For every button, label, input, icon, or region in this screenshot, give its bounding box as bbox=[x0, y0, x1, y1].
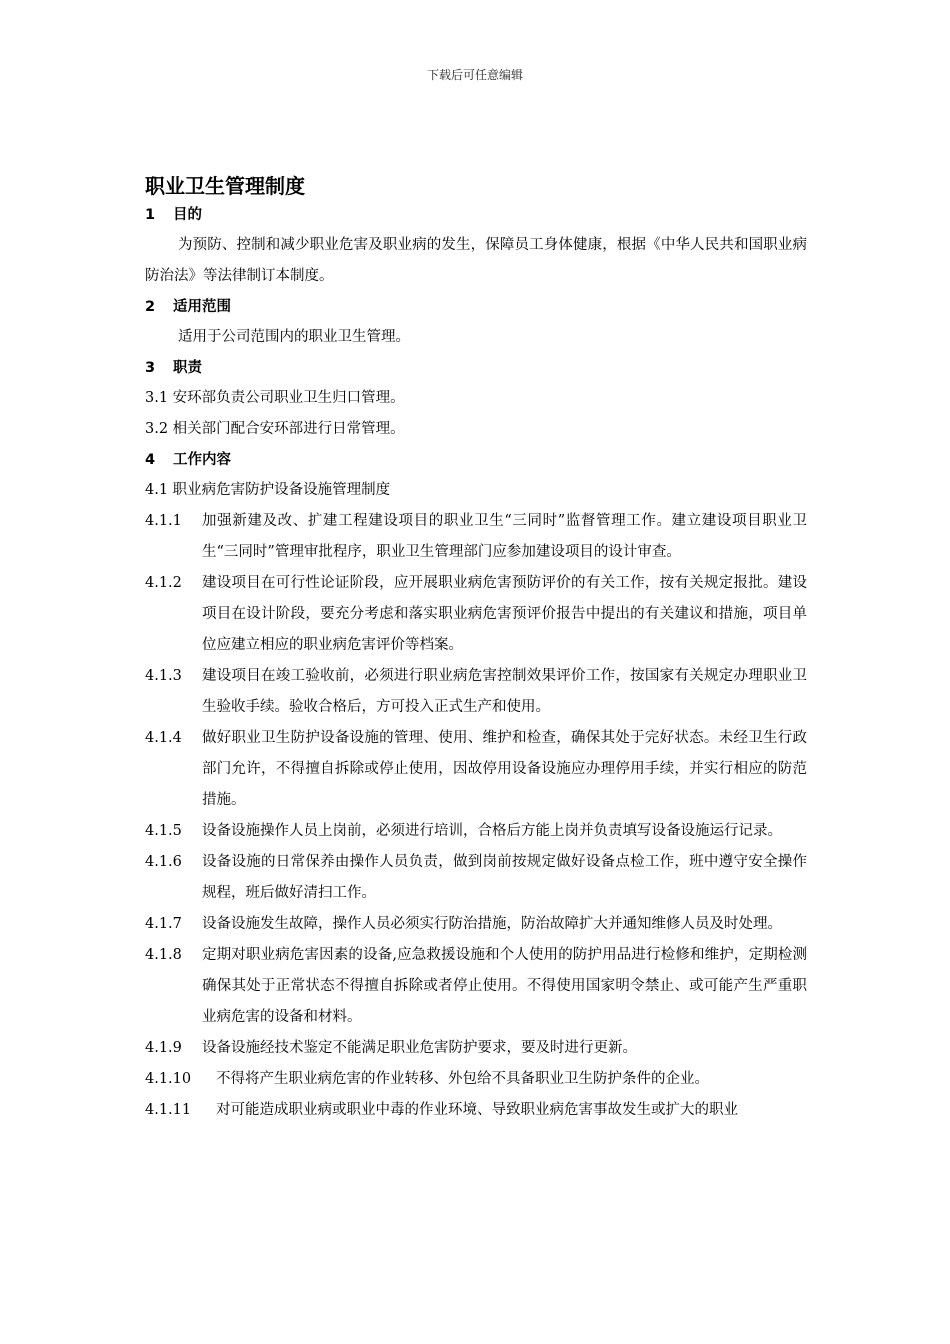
item-number: 4.1.8 bbox=[145, 947, 182, 963]
section-title: 适用范围 bbox=[173, 299, 231, 315]
item-text: 做好职业卫生防护设备设施的管理、使用、维护和检查，确保其处于完好状态。未经卫生行政部门允许，不得擅自拆除或停止使用，因故停用设备设施应办理停用手续，并实行相应的防范措施。 bbox=[202, 730, 807, 808]
list-item bbox=[145, 1095, 807, 1126]
list-item bbox=[145, 568, 807, 661]
item-number: 4.1.2 bbox=[145, 575, 182, 591]
section-title: 工作内容 bbox=[173, 452, 231, 468]
section-number: 4 bbox=[145, 452, 156, 468]
item-number: 4.1.6 bbox=[145, 854, 182, 870]
item-text: 设备设施的日常保养由操作人员负责，做到岗前按规定做好设备点检工作，班中遵守安全操作规程，班后做好清扫工作。 bbox=[202, 854, 807, 901]
clause-line: 3.1 安环部负责公司职业卫生归口管理。 bbox=[145, 390, 405, 406]
item-number: 4.1.1 bbox=[145, 513, 182, 529]
document-title: 职业卫生管理制度 bbox=[145, 174, 305, 198]
section-number: 2 bbox=[145, 299, 156, 315]
list-item bbox=[145, 940, 807, 1033]
section-heading-1 bbox=[145, 200, 807, 230]
list-item bbox=[145, 506, 807, 568]
section-heading-2 bbox=[145, 292, 807, 322]
section-paragraph: 适用于公司范围内的职业卫生管理。 bbox=[178, 329, 410, 345]
subsection-title: 4.1 职业病危害防护设备设施管理制度 bbox=[145, 482, 391, 498]
section-number: 3 bbox=[145, 360, 156, 376]
list-item bbox=[145, 723, 807, 816]
list-item bbox=[145, 1033, 807, 1064]
section-heading-3 bbox=[145, 353, 807, 383]
section-number: 1 bbox=[145, 207, 156, 223]
section-title: 职责 bbox=[173, 360, 202, 376]
item-number: 4.1.3 bbox=[145, 668, 182, 684]
item-number: 4.1.5 bbox=[145, 823, 182, 839]
item-number: 4.1.7 bbox=[145, 916, 182, 932]
item-text: 对可能造成职业病或职业中毒的作业环境、导致职业病危害事故发生或扩大的职业 bbox=[216, 1102, 738, 1118]
clause-line: 3.2 相关部门配合安环部进行日常管理。 bbox=[145, 421, 405, 437]
list-item bbox=[145, 661, 807, 723]
item-number: 4.1.4 bbox=[145, 730, 182, 746]
document-body bbox=[145, 172, 807, 1126]
page-header: 下载后可任意编辑 bbox=[426, 68, 523, 82]
item-text: 加强新建及改、扩建工程建设项目的职业卫生“三同时”监督管理工作。建立建设项目职业卫生“三同时”管理审批程序，职业卫生管理部门应参加建设项目的设计审查。 bbox=[202, 513, 807, 560]
item-text: 建设项目在竣工验收前，必须进行职业病危害控制效果评价工作，按国家有关规定办理职业卫生验收手续。验收合格后，方可投入正式生产和使用。 bbox=[202, 668, 807, 715]
item-text: 设备设施经技术鉴定不能满足职业危害防护要求，要及时进行更新。 bbox=[202, 1040, 637, 1056]
item-text: 设备设施发生故障，操作人员必须实行防治措施，防治故障扩大并通知维修人员及时处理。 bbox=[202, 916, 782, 932]
list-item bbox=[145, 909, 807, 940]
list-item bbox=[145, 816, 807, 847]
section-heading-4 bbox=[145, 445, 807, 475]
list-item bbox=[145, 847, 807, 909]
item-number: 4.1.10 bbox=[145, 1071, 192, 1087]
item-text: 不得将产生职业病危害的作业转移、外包给不具备职业卫生防护条件的企业。 bbox=[216, 1071, 709, 1087]
list-item bbox=[145, 1064, 807, 1095]
section-title: 目的 bbox=[173, 207, 202, 223]
item-text: 建设项目在可行性论证阶段，应开展职业病危害预防评价的有关工作，按有关规定报批。建设项目在设计阶段，要充分考虑和落实职业病危害预评价报告中提出的有关建议和措施，项目单位应建立相应的职业病危害评价等档案。 bbox=[202, 575, 807, 653]
item-number: 4.1.11 bbox=[145, 1102, 192, 1118]
item-text: 定期对职业病危害因素的设备,应急救援设施和个人使用的防护用品进行检修和维护，定期检测确保其处于正常状态不得擅自拆除或者停止使用。不得使用国家明令禁止、或可能产生严重职业病危害的设备和材料。 bbox=[202, 947, 807, 1025]
item-text: 设备设施操作人员上岗前，必须进行培训，合格后方能上岗并负责填写设备设施运行记录。 bbox=[202, 823, 782, 839]
item-number: 4.1.9 bbox=[145, 1040, 182, 1056]
section-paragraph: 为预防、控制和减少职业危害及职业病的发生，保障员工身体健康，根据《中华人民共和国职业病防治法》等法律制订本制度。 bbox=[145, 237, 807, 284]
